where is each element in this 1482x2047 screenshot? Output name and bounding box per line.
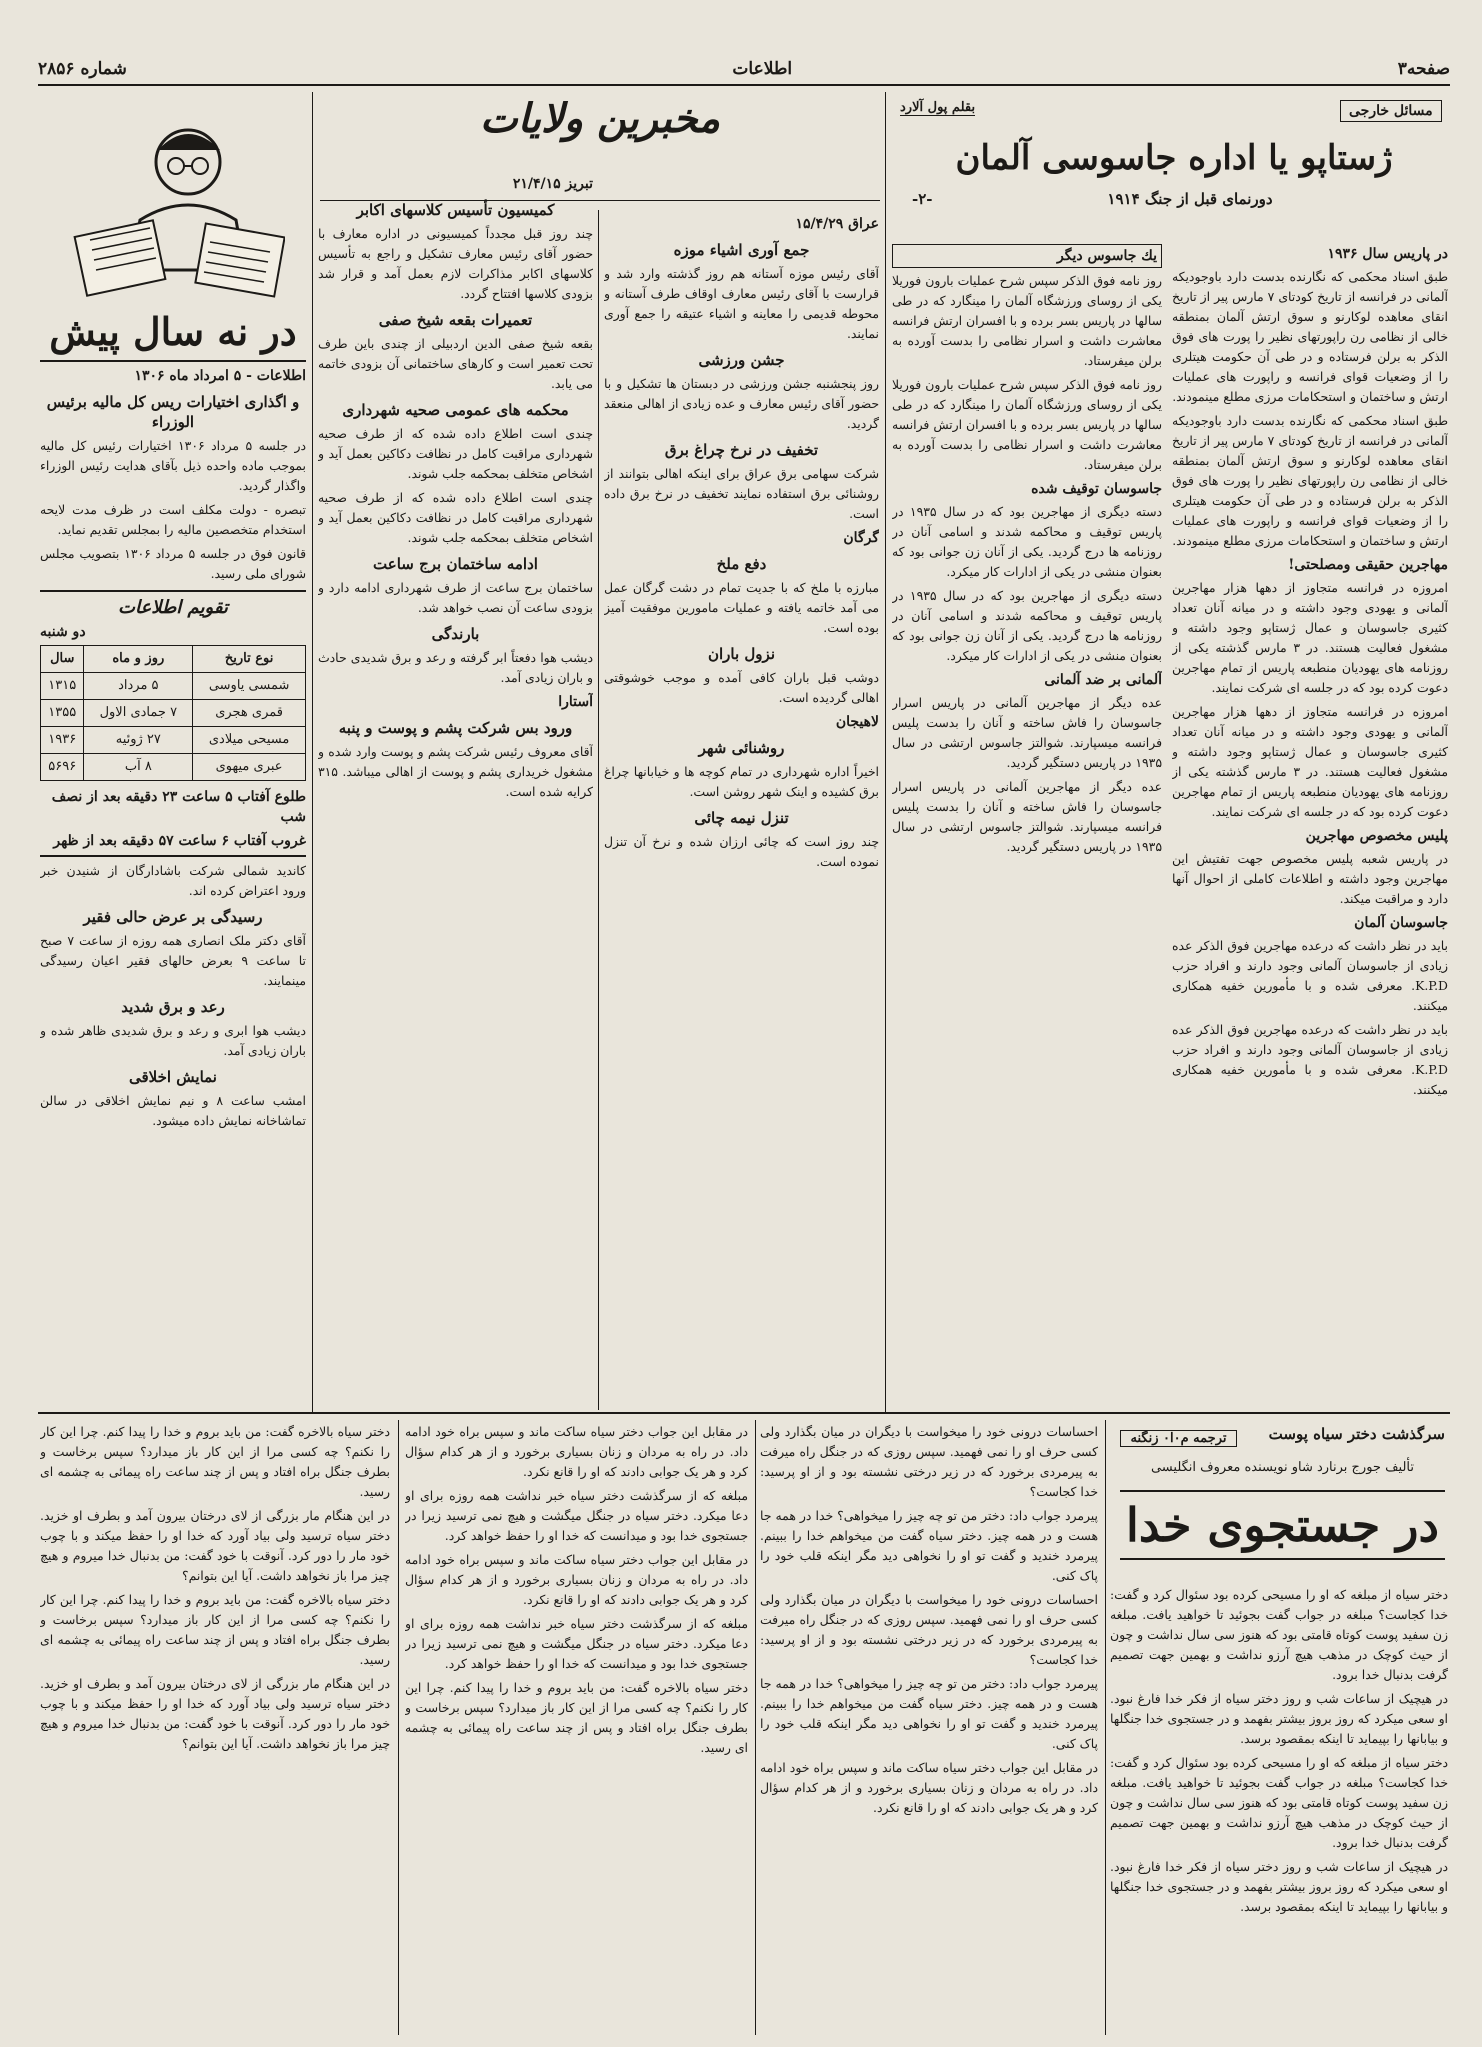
column-header: روز و ماه	[84, 646, 193, 673]
column-header: سال	[41, 646, 84, 673]
paragraph: آقای رئیس موزه آستانه هم روز گذشته وارد شد و قرارست با آقای رئیس معارف اوقاف طرف آستانه و محوطه قدیمی را معاینه و اشیاء عتیقه را جمع آوری نمایند.	[604, 266, 879, 341]
paragraph: چند روز است که چائی ارزان شده و نرخ آن تنزل نموده است.	[604, 834, 879, 869]
table-cell: ۸ آب	[84, 754, 193, 781]
subhead: ورود بس شرکت پشم و پوست و پنبه	[338, 719, 573, 737]
place-name: آستارا	[558, 694, 593, 710]
table-cell: ۱۹۳۶	[41, 727, 84, 754]
provincial-column-iraq	[604, 210, 879, 1405]
subhead: و اگذاری اختیارات ریس کل مالیه برئیس الوزراء	[46, 393, 300, 431]
subhead: تخفیف در نرخ چراغ برق	[664, 441, 819, 459]
subhead: پلیس مخصوص مهاجرین	[1305, 828, 1448, 844]
subhead: جاسوسان آلمان	[1354, 915, 1448, 931]
column-header: نوع تاریخ	[193, 646, 306, 673]
paragraph: پیرمرد جواب داد: دختر من تو چه چیز را میخواهی؟ خدا در همه جا هست و در همه چیز. دختر سیاه گفت من میخواهم خدا را ببینم. پیرمرد خندید و گفت تو او را نخواهی دید مگر اینکه قلب خود را پاک کنی.	[760, 1676, 1098, 1751]
place-name: گرگان	[843, 530, 879, 546]
paragraph: مبلغه که از سرگذشت دختر سیاه خبر نداشت همه روزه برای او دعا میکرد. دختر سیاه در جنگل میگشت و هیچ نمی ترسید زیرا در جستجوی خدا بود و میدانست که خدا او را حفظ خواهد کرد.	[405, 1616, 748, 1671]
subhead: نمایش اخلاقی	[128, 1068, 217, 1086]
provincial-column-tabriz	[318, 170, 593, 1405]
article-byline: بقلم پول آلارد	[900, 100, 976, 115]
paragraph: احساسات درونی خود را میخواست با دیگران در میان بگذارد ولی کسی حرف او را نمی فهمید. سپس روزی که در جنگل راه میرفت به پیرمردی برخورد که در زیر درختی نشسته بود و از او پرسید: خدا کجاست؟	[760, 1592, 1098, 1667]
story-author: تألیف جورج برنارد شاو نویسنده معروف انگلیسی	[1150, 1460, 1415, 1475]
article-column-right	[1172, 240, 1448, 1405]
subhead: آلمانی بر ضد آلمانی	[1044, 672, 1162, 688]
table-cell: ۵ مرداد	[84, 673, 193, 700]
article-subtitle: دورنمای قبل از جنگ ۱۹۱۴	[1107, 190, 1273, 208]
paragraph: امروزه در فرانسه متجاوز از دهها هزار مهاجرین آلمانی و یهودی وجود داشته و در میانه آنان تعداد کثیری جاسوسان و عمال ژستاپو وجود داشته و مشغول فعالیت هستند. در ۳ مارس گذشته یکی از روزنامه های یهودیان منطبعه پاریس از تمام مهاجرین دعوت کرده بود که در جلسه ای شرکت نمایند.	[1172, 580, 1448, 695]
paragraph: در مقابل این جواب دختر سیاه ساکت ماند و سپس براه خود ادامه داد. در راه به مردان و زنان بسیاری برخورد و از هر کدام سؤال کرد و هر یک جوابی دادند که او را قانع نکرد.	[405, 1424, 748, 1479]
paragraph: عده دیگر از مهاجرین آلمانی در پاریس اسرار جاسوسان را فاش ساخته و آنان را بدست پلیس فرانسه میسپارند. شوالتز جاسوس ارتشی در سال ۱۹۳۵ در پاریس دستگیر گردید.	[892, 779, 1162, 854]
subhead: رسیدگی بر عرض حالی فقیر	[83, 908, 263, 926]
paragraph: دختر سیاه از مبلغه که او را مسیحی کرده بود سئوال کرد و گفت: خدا کجاست؟ مبلغه در جواب گفت بجوئید تا خواهید یافت. مبلغه زن سفید پوست کوتاه قامتی بود که هنوز سی سال نداشت و چون از حیث کوچک در مذهب هیچ آرزو نداشت و بهمین جهت تصمیم گرفت بدنبال خدا برود.	[1110, 1755, 1448, 1850]
paragraph: دختر سیاه بالاخره گفت: من باید بروم و خدا را پیدا کنم. چرا این کار را نکنم؟ چه کسی مرا از این کار باز میدارد؟ سپس برخاست و بطرف جنگل براه افتاد و پس از چند ساعت راه پیمائی به چشمه ای رسید.	[40, 1592, 390, 1667]
page-number: صفحه۳	[1397, 59, 1450, 79]
section-rule	[38, 1412, 1450, 1414]
subhead: تنزل نیمه چائی	[694, 809, 789, 827]
paragraph: در این هنگام مار بزرگی از لای درختان بیرون آمد و بطرف او خزید. دختر سیاه ترسید ولی بیاد آورد که خدا او را حفظ میکند و با چوب خود مار را دور کرد. آنوقت با خود گفت: من بدنبال خدا میروم و هیچ چیز مرا باز نخواهد داشت. آیا این بتوانم؟	[40, 1676, 390, 1751]
paragraph: دوشب قبل باران کافی آمده و موجب خوشوقتی اهالی گردیده است.	[604, 670, 879, 705]
paper-name: اطلاعات	[732, 59, 793, 79]
paragraph: دسته دیگری از مهاجرین بود که در سال ۱۹۳۵ در پاریس توقیف و محاکمه شدند و اسامی آنان در روزنامه ها درج گردید. یکی از آنان زن جوانی بود که بعنوان منشی در یکی از ادارات کار میکرد.	[892, 588, 1162, 663]
table-header-row	[41, 646, 306, 673]
paragraph: در جلسه ۵ مرداد ۱۳۰۶ اختیارات رئیس کل مالیه بموجب ماده واحده ذیل بآقای هدایت رئیس الوزراء واگذار گردید.	[40, 438, 306, 493]
page-header	[38, 56, 1450, 82]
paragraph: دختر سیاه بالاخره گفت: من باید بروم و خدا را پیدا کنم. چرا این کار را نکنم؟ چه کسی مرا از این کار باز میدارد؟ سپس برخاست و بطرف جنگل براه افتاد و پس از چند ساعت راه پیمائی به چشمه ای رسید.	[40, 1424, 390, 1499]
paragraph: بقعه شیخ صفی الدین اردبیلی از چندی باین طرف تحت تعمیر است و کارهای ساختمانی آن بزودی خاتمه می یابد.	[318, 336, 593, 391]
story-column-2	[760, 1422, 1098, 2035]
paragraph: در مقابل این جواب دختر سیاه ساکت ماند و سپس براه خود ادامه داد. در راه به مردان و زنان بسیاری برخورد و از هر کدام سؤال کرد و هر یک جوابی دادند که او را قانع نکرد.	[760, 1760, 1098, 1815]
paragraph: امشب ساعت ۸ و نیم نمایش اخلاقی در سالن تماشاخانه نمایش داده میشود.	[40, 1093, 306, 1128]
paragraph: ساختمان برج ساعت از طرف شهرداری ادامه دارد و بزودی ساعت آن نصب خواهد شد.	[318, 580, 593, 615]
subhead: دفع ملخ	[716, 555, 767, 573]
paragraph: چند روز قبل مجدداً کمیسیونی در اداره معارف با حضور آقای رئیس معارف تشکیل و راجع به تأسیس کلاسهای اکابر مذاکرات لازم بعمل آمد و قرار شد بزودی کلاسها افتتاح گردد.	[318, 226, 593, 301]
table-row	[41, 700, 306, 727]
paragraph: باید در نظر داشت که درعده مهاجرین فوق الذکر عده زیادی از جاسوسان آلمانی وجود دارند و افراد حزب K.P.D. معرفی شده و با مأمورین خفیه همکاری میکنند.	[1172, 1022, 1448, 1097]
table-cell: ۱۳۵۵	[41, 700, 84, 727]
column-rule	[598, 210, 599, 1410]
subhead: جاسوسان توقیف شده	[1031, 481, 1162, 497]
section-tag: مسائل خارجی	[1340, 100, 1442, 122]
place-name: لاهیجان	[835, 714, 879, 730]
paragraph: اخیراً اداره شهرداری در تمام کوچه ها و خیابانها چراغ برق کشیده و اینک شهر روشن است.	[604, 764, 879, 799]
header-rule	[38, 84, 1450, 86]
paragraph: در این هنگام مار بزرگی از لای درختان بیرون آمد و بطرف او خزید. دختر سیاه ترسید ولی بیاد آورد که خدا او را حفظ میکند و با چوب خود مار را دور کرد. آنوقت با خود گفت: من بدنبال خدا میروم و هیچ چیز مرا باز نخواهد داشت. آیا این بتوانم؟	[40, 1508, 390, 1583]
paragraph: دیشب هوا ابری و رعد و برق شدیدی ظاهر شده و باران زیادی آمد.	[40, 1023, 306, 1058]
paragraph: قانون فوق در جلسه ۵ مرداد ۱۳۰۶ بتصویب مجلس شورای ملی رسید.	[40, 546, 306, 581]
series-number: ترجمه م٠ا٠ زنگنه	[1120, 1430, 1237, 1447]
subhead: بارندگی	[431, 625, 480, 643]
table-cell: ۱۳۱۵	[41, 673, 84, 700]
story-column-1	[1110, 1585, 1448, 2035]
table-cell: ۷ جمادی الاول	[84, 700, 193, 727]
table-row	[41, 754, 306, 781]
paragraph: دختر سیاه بالاخره گفت: من باید بروم و خدا را پیدا کنم. چرا این کار را نکنم؟ چه کسی مرا از این کار باز میدارد؟ سپس برخاست و بطرف جنگل براه افتاد و پس از چند ساعت راه پیمائی به چشمه ای رسید.	[405, 1680, 748, 1755]
paragraph: در هیچیک از ساعات شب و روز دختر سیاه از فکر خدا فارغ نبود. او سعی میکرد که روز بروز بیشتر بفهمد و در جستجوی خدا جنگلها و بیابانها را بپیماید تا اینکه بمقصود برسد.	[1110, 1691, 1448, 1746]
subhead: روشنائی شهر	[698, 739, 785, 757]
dateline: عراق ۱۵/۴/۲۹	[795, 216, 879, 232]
paragraph: آقای معروف رئیس شرکت پشم و پوست وارد شده و مشغول خریداری پشم و پوست از اهالی میباشد. ۳۱۵ کرایه شده است.	[318, 744, 593, 799]
table-cell: قمری هجری	[193, 700, 306, 727]
subhead-box: یك جاسوس دیگر	[892, 244, 1162, 268]
left-column	[40, 308, 306, 1406]
calendar-table	[40, 645, 306, 781]
column-rule	[312, 92, 313, 1412]
table-row	[41, 673, 306, 700]
table-cell: مسیحی میلادی	[193, 727, 306, 754]
paragraph: آقای دکتر ملک انصاری همه روزه از ساعت ۷ صبح تا ساعت ۹ بعرض حالهای فقیر اعیان رسیدگی مینمایند.	[40, 933, 306, 988]
paragraph: شرکت سهامی برق عراق برای اینکه اهالی بتوانند از روشنائی برق استفاده نمایند تخفیف در نرخ برق داده است.	[604, 466, 879, 521]
paragraph: چندی است اطلاع داده شده که از طرف صحیه شهرداری مراقبت کامل در نظافت دکاکین بعمل آید و اشخاص متخلف بمحکمه جلب شوند.	[318, 490, 593, 545]
paragraph: روز نامه فوق الذکر سپس شرح عملیات بارون فوریلا یکی از روسای ورزشگاه آلمان را مینگارد که در طی سالها در پاریس بسر برده و با افسران ارتش فرانسه معاشرت داشت و اسرار نظامی را بدست آورده به برلن میفرستاد.	[892, 273, 1162, 368]
paragraph: احساسات درونی خود را میخواست با دیگران در میان بگذارد ولی کسی حرف او را نمی فهمید. سپس روزی که در جنگل راه میرفت به پیرمردی برخورد که در زیر درختی نشسته بود و از او پرسید: خدا کجاست؟	[760, 1424, 1098, 1499]
column-rule	[398, 1420, 399, 2035]
column-rule	[755, 1420, 756, 2035]
paragraph: در هیچیک از ساعات شب و روز دختر سیاه از فکر خدا فارغ نبود. او سعی میکرد که روز بروز بیشتر بفهمد و در جستجوی خدا جنگلها و بیابانها را بپیماید تا اینکه بمقصود برسد.	[1110, 1859, 1448, 1914]
table-cell: عبری میهوی	[193, 754, 306, 781]
paragraph: امروزه در فرانسه متجاوز از دهها هزار مهاجرین آلمانی و یهودی وجود داشته و در میانه آنان تعداد کثیری جاسوسان و عمال ژستاپو وجود داشته و مشغول فعالیت هستند. در ۳ مارس گذشته یکی از روزنامه های یهودیان منطبعه پاریس از تمام مهاجرین دعوت کرده بود که در جلسه ای شرکت نمایند.	[1172, 704, 1448, 819]
subhead: جشن ورزشی	[698, 351, 785, 369]
column-rule	[885, 92, 886, 1412]
calendar-title: تقویم اطلاعات	[118, 597, 228, 618]
reader-illustration	[70, 110, 285, 305]
paragraph: روز نامه فوق الذکر سپس شرح عملیات بارون فوریلا یکی از روسای ورزشگاه آلمان را مینگارد که در طی سالها در پاریس بسر برده و با افسران ارتش فرانسه معاشرت داشت و اسرار نظامی را بدست آورده به برلن میفرستاد.	[892, 377, 1162, 472]
issue-number: شماره ۲۸۵۶	[38, 59, 127, 79]
paragraph: تبصره - دولت مکلف است در ظرف مدت لایحه استخدام متخصصین مالیه را بمجلس تقدیم نماید.	[40, 502, 306, 537]
weekday: دو شنبه	[40, 624, 86, 640]
table-cell: ۵۶۹۶	[41, 754, 84, 781]
subhead: در پاریس سال ۱۹۳۶	[1327, 246, 1448, 262]
banner-title: در نه سال پیش	[49, 309, 297, 354]
table-cell: شمسی یاوسی	[193, 673, 306, 700]
dateline: تبریز ۲۱/۴/۱۵	[512, 176, 593, 192]
paragraph: مبارزه با ملخ که با جدیت تمام در دشت گرگان عمل می آمد خاتمه یافته و عملیات مامورین موفقیت آمیز بوده است.	[604, 580, 879, 635]
article-title: ژستاپو یا اداره جاسوسی آلمان	[955, 138, 1393, 178]
story-column-4	[40, 1422, 390, 2035]
subhead: ادامه ساختمان برج ساعت	[373, 555, 538, 573]
paragraph: عده دیگر از مهاجرین آلمانی در پاریس اسرار جاسوسان را فاش ساخته و آنان را بدست پلیس فرانسه میسپارند. شوالتز جاسوس ارتشی در سال ۱۹۳۵ در پاریس دستگیر گردید.	[892, 695, 1162, 770]
paragraph: کاندید شمالی شرکت باشادارگان از شنیدن خبر ورود اعتراض کرده اند.	[40, 863, 306, 898]
paragraph: چندی است اطلاع داده شده که از طرف صحیه شهرداری مراقبت کامل در نظافت دکاکین بعمل آید و اشخاص متخلف بمحکمه جلب شوند.	[318, 426, 593, 481]
article-column-left	[892, 240, 1162, 1405]
paragraph: طبق اسناد محکمی که نگارنده بدست دارد باوجودیکه آلمانی در فرانسه از تاریخ کودتای ۷ مارس پیر از تاریخ انقای معاهده لوکارنو و سوق ارتش آلمان بمنطقه خالی از نظامی رن راپورتهای نظیر را پورت های فوق الذکر به برلن فرستاده و در طی آن حکومت هیتلری را از وضعیات قوای فرانسه و راپورت های عملیات ارتش و ساختمان و استحکامات مرزی مطلع مینمودند.	[1172, 269, 1448, 404]
paragraph: در پاریس شعبه پلیس مخصوص جهت تفتیش این مهاجرین وجود داشته و اطلاعات کاملی از احوال آنها دارد و مراقبت میکند.	[1172, 851, 1448, 906]
date-line: اطلاعات - ۵ امرداد ماه ۱۳۰۶	[134, 368, 306, 384]
subhead: محکمه های عمومی صحیه شهرداری	[342, 401, 569, 419]
paragraph: باید در نظر داشت که درعده مهاجرین فوق الذکر عده زیادی از جاسوسان آلمانی وجود دارند و افراد حزب K.P.D. معرفی شده و با مأمورین خفیه همکاری میکنند.	[1172, 938, 1448, 1013]
story-title: در جستجوی خدا	[1120, 1490, 1445, 1560]
subhead: رعد و برق شدید	[121, 998, 225, 1016]
paragraph: دختر سیاه از مبلغه که او را مسیحی کرده بود سئوال کرد و گفت: خدا کجاست؟ مبلغه در جواب گفت بجوئید تا خواهید یافت. مبلغه زن سفید پوست کوتاه قامتی بود که هنوز سی سال نداشت و چون از حیث کوچک در مذهب هیچ آرزو نداشت و بهمین جهت تصمیم گرفت بدنبال خدا برود.	[1110, 1587, 1448, 1682]
paragraph: دسته دیگری از مهاجرین بود که در سال ۱۹۳۵ در پاریس توقیف و محاکمه شدند و اسامی آنان در روزنامه ها درج گردید. یکی از آنان زن جوانی بود که بعنوان منشی در یکی از ادارات کار میکرد.	[892, 504, 1162, 579]
paragraph: پیرمرد جواب داد: دختر من تو چه چیز را میخواهی؟ خدا در همه جا هست و در همه چیز. دختر سیاه گفت من میخواهم خدا را ببینم. پیرمرد خندید و گفت تو او را نخواهی دید مگر اینکه قلب خود را پاک کنی.	[760, 1508, 1098, 1583]
subhead: جمع آوری اشیاء موزه	[673, 241, 810, 259]
table-cell: ۲۷ ژوئیه	[84, 727, 193, 754]
paragraph: مبلغه که از سرگذشت دختر سیاه خبر نداشت همه روزه برای او دعا میکرد. دختر سیاه در جنگل میگشت و هیچ نمی ترسید زیرا در جستجوی خدا بود و میدانست که خدا او را حفظ خواهد کرد.	[405, 1488, 748, 1543]
sunrise: طلوع آفتاب ۵ ساعت ۲۳ دقیقه بعد از نصف شب	[51, 789, 306, 825]
paragraph: روز پنجشنبه جشن ورزشی در دبستان ها تشکیل و با حضور آقای رئیس معارف و عده زیادی از اهالی منعقد گردید.	[604, 376, 879, 431]
column-rule	[1105, 1420, 1106, 2035]
subhead: کمیسیون تأسیس کلاسهای اکابر	[356, 201, 555, 219]
subhead: نزول باران	[708, 645, 775, 663]
subhead: تعمیرات بقعه شیخ صفی	[378, 311, 533, 329]
section-title: مخبرین ولایات	[480, 95, 720, 142]
paragraph: دیشب هوا دفعتاً ابر گرفته و رعد و برق شدیدی حادث و باران زیادی آمد.	[318, 650, 593, 685]
subhead: مهاجرین حقیقی ومصلحتی!	[1288, 557, 1448, 573]
paragraph: در مقابل این جواب دختر سیاه ساکت ماند و سپس براه خود ادامه داد. در راه به مردان و زنان بسیاری برخورد و از هر کدام سؤال کرد و هر یک جوابی دادند که او را قانع نکرد.	[405, 1552, 748, 1607]
paragraph: طبق اسناد محکمی که نگارنده بدست دارد باوجودیکه آلمانی در فرانسه از تاریخ کودتای ۷ مارس پیر از تاریخ انقای معاهده لوکارنو و سوق ارتش آلمان بمنطقه خالی از نظامی رن راپورتهای نظیر را پورت های فوق الذکر به برلن فرستاده و در طی آن حکومت هیتلری را از وضعیات قوای فرانسه و راپورت های عملیات ارتش و ساختمان و استحکامات مرزی مطلع مینمودند.	[1172, 413, 1448, 548]
story-column-3	[405, 1422, 748, 2035]
table-row	[41, 727, 306, 754]
sunset: غروب آفتاب ۶ ساعت ۵۷ دقیقه بعد از ظهر	[53, 833, 306, 849]
article-part: -۲-	[912, 190, 933, 208]
series-title: سرگذشت دختر سیاه پوست	[1268, 1425, 1445, 1443]
